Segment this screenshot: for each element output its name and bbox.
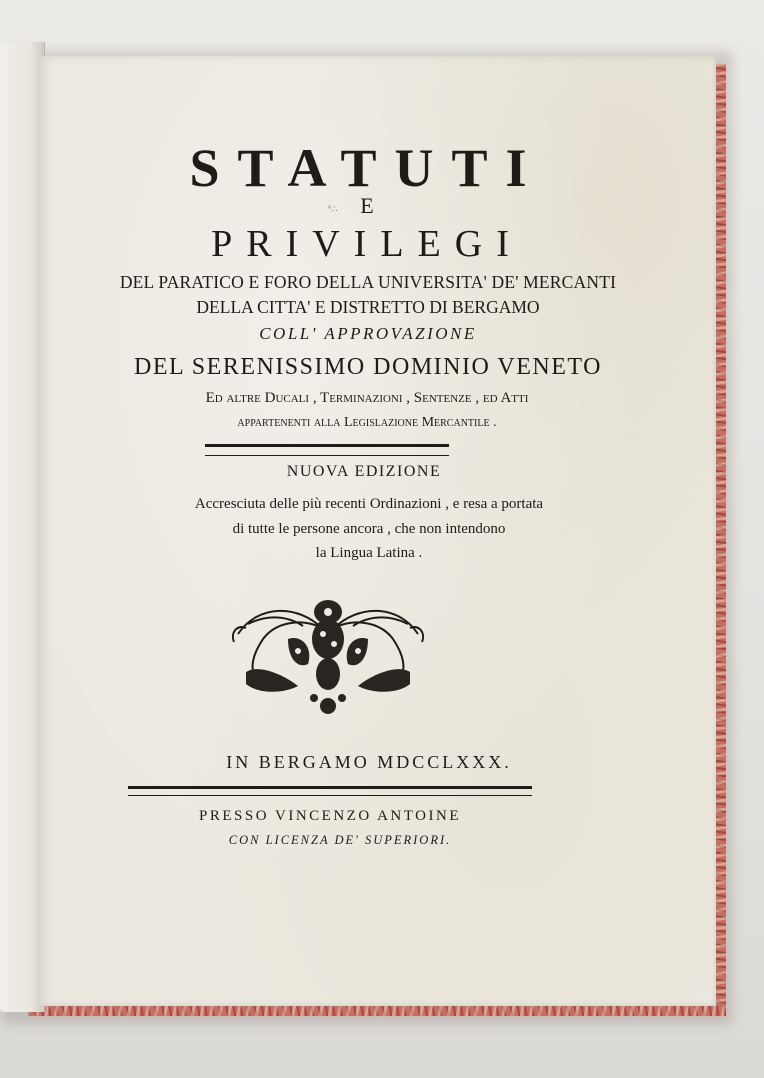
authority-line: DEL SERENISSIMO DOMINIO VENETO [134, 354, 602, 380]
title: STATUTI [189, 138, 545, 198]
subtitle-line-1: DEL PARATICO E FORO DELLA UNIVERSITA' DE' MERCANTI [119, 272, 617, 292]
edition-line-1: Accresciuta delle più recenti Ordinazioni , e resa a portata [194, 496, 544, 512]
marbled-edge-bottom [28, 1006, 726, 1016]
printers-ornament-icon [228, 594, 428, 718]
subtitle-line-2: DELLA CITTA' E DISTRETTO DI BERGAMO [196, 297, 540, 317]
double-rule-lower [128, 786, 532, 796]
edition-heading: NUOVA EDIZIONE [286, 463, 442, 480]
approval-line: COLL' APPROVAZIONE [259, 324, 477, 343]
ink-mark: °∴ [328, 204, 338, 214]
edition-line-3: la Lingua Latina . [315, 545, 423, 561]
title-conjunction: E [360, 193, 374, 218]
imprint-place-date: IN BERGAMO MDCCLXXX. [226, 752, 512, 772]
licence-line: CON LICENZA DE' SUPERIORI. [228, 833, 452, 847]
edition-line-2: di tutte le persone ancora , che non intendono [232, 521, 506, 537]
double-rule-upper [205, 444, 449, 456]
extra-line-1: Ed altre Ducali , Terminazioni , Sentenze , ed Atti [205, 390, 529, 406]
printer-line: PRESSO VINCENZO ANTOINE [199, 808, 461, 824]
extra-line-2: appartenenti alla Legislazione Mercantile . [237, 415, 497, 430]
title-second: PRIVILEGI [211, 223, 523, 265]
